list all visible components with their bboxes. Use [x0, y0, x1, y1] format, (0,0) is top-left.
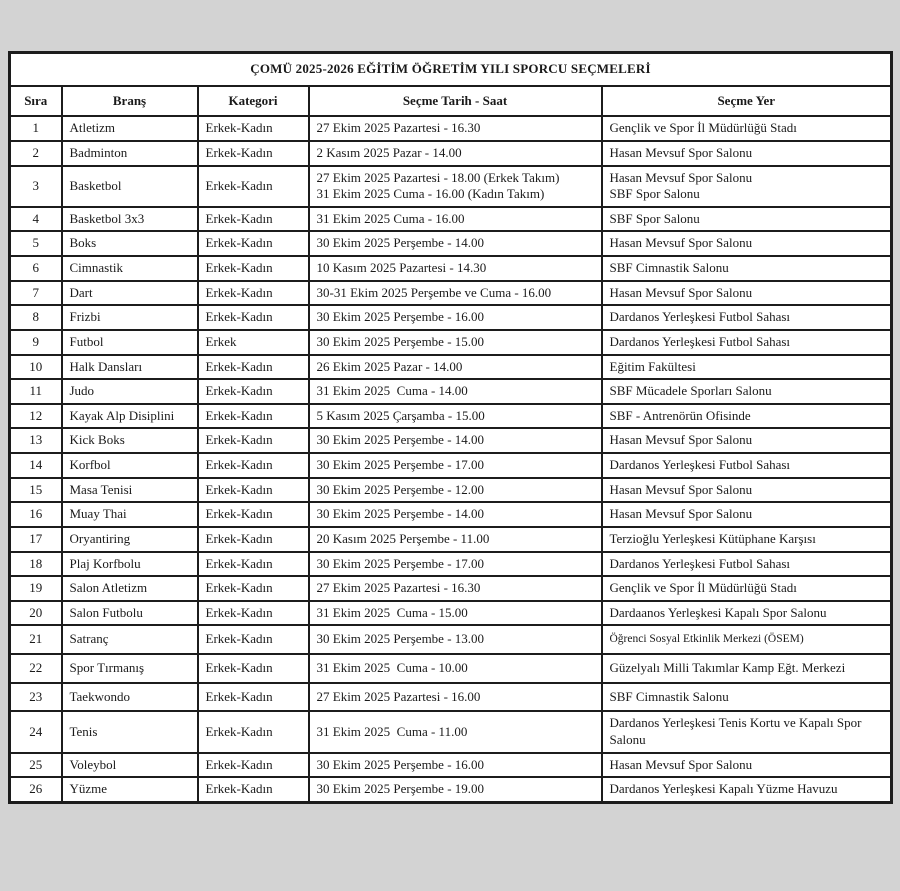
cell-yer — [602, 625, 892, 654]
cell-kategori: Erkek-Kadın — [198, 256, 309, 281]
table-row — [10, 527, 892, 552]
date-line: 27 Ekim 2025 Pazartesi - 16.30 — [316, 580, 481, 596]
cell-yer — [602, 711, 892, 752]
cell-kategori: Erkek-Kadın — [198, 231, 309, 256]
date-line: 20 Kasım 2025 Perşembe - 11.00 — [316, 530, 490, 546]
sports-selection-schedule-table — [8, 51, 893, 804]
cell-brans: Salon Futbolu — [62, 601, 198, 626]
table-row — [10, 305, 892, 330]
cell-sira: 13 — [10, 428, 62, 453]
venue-line: Hasan Mevsuf Spor Salonu — [609, 235, 753, 251]
venue-line: Gençlik ve Spor İl Müdürlüğü Stadı — [609, 580, 797, 596]
cell-kategori: Erkek-Kadın — [198, 683, 309, 712]
cell-kategori: Erkek-Kadın — [198, 116, 309, 141]
venue-line: Gençlik ve Spor İl Müdürlüğü Stadı — [609, 120, 797, 136]
date-line: 31 Ekim 2025 Cuma - 15.00 — [316, 604, 468, 620]
venue-line: SBF Spor Salonu — [609, 210, 700, 226]
cell-yer — [602, 453, 892, 478]
table-title: ÇOMÜ 2025-2026 EĞİTİM ÖĞRETİM YILI SPORCU SEÇMELERİ — [10, 53, 892, 86]
cell-yer — [602, 355, 892, 380]
cell-kategori: Erkek-Kadın — [198, 305, 309, 330]
cell-tarih — [309, 281, 602, 306]
cell-tarih — [309, 428, 602, 453]
cell-yer — [602, 753, 892, 778]
cell-yer — [602, 281, 892, 306]
cell-tarih — [309, 305, 602, 330]
header-row — [10, 86, 892, 117]
cell-kategori: Erkek-Kadın — [198, 753, 309, 778]
date-line: 30 Ekim 2025 Perşembe - 13.00 — [316, 631, 485, 647]
date-line: 31 Ekim 2025 Cuma - 14.00 — [316, 383, 468, 399]
date-line: 27 Ekim 2025 Pazartesi - 16.30 — [316, 120, 481, 136]
cell-kategori: Erkek-Kadın — [198, 281, 309, 306]
cell-brans: Salon Atletizm — [62, 576, 198, 601]
cell-tarih — [309, 601, 602, 626]
cell-yer — [602, 552, 892, 577]
cell-sira: 9 — [10, 330, 62, 355]
column-header-kategori: Kategori — [198, 86, 309, 117]
venue-line: Dardanos Yerleşkesi Futbol Sahası — [609, 333, 791, 349]
date-line: 31 Ekim 2025 Cuma - 11.00 — [316, 723, 468, 739]
cell-tarih — [309, 654, 602, 683]
cell-tarih — [309, 330, 602, 355]
cell-kategori: Erkek — [198, 330, 309, 355]
cell-sira: 16 — [10, 502, 62, 527]
cell-tarih — [309, 141, 602, 166]
cell-sira: 20 — [10, 601, 62, 626]
cell-yer — [602, 207, 892, 232]
venue-line: Terzioğlu Yerleşkesi Kütüphane Karşısı — [609, 530, 816, 546]
cell-brans: Muay Thai — [62, 502, 198, 527]
venue-line: Dardanos Yerleşkesi Futbol Sahası — [609, 457, 791, 472]
table-row — [10, 207, 892, 232]
cell-brans: Cimnastik — [62, 256, 198, 281]
cell-sira: 24 — [10, 711, 62, 752]
cell-yer — [602, 428, 892, 453]
table-row — [10, 141, 892, 166]
table-row — [10, 404, 892, 429]
cell-tarih — [309, 552, 602, 577]
cell-tarih — [309, 478, 602, 503]
cell-kategori: Erkek-Kadın — [198, 453, 309, 478]
cell-brans: Plaj Korfbolu — [62, 552, 198, 577]
venue-line: SBF Spor Salonu — [609, 186, 700, 202]
cell-kategori: Erkek-Kadın — [198, 355, 309, 380]
cell-brans: Kick Boks — [62, 428, 198, 453]
date-line: 31 Ekim 2025 Cuma - 16.00 — [316, 210, 465, 226]
cell-sira: 4 — [10, 207, 62, 232]
date-line: 31 Ekim 2025 Cuma - 16.00 (Kadın Takım) — [316, 186, 545, 202]
venue-line: Hasan Mevsuf Spor Salonu — [609, 284, 753, 300]
cell-brans: Halk Dansları — [62, 355, 198, 380]
cell-yer — [602, 166, 892, 207]
cell-yer — [602, 576, 892, 601]
date-line: 30 Ekim 2025 Perşembe - 17.00 — [316, 457, 485, 472]
cell-kategori: Erkek-Kadın — [198, 166, 309, 207]
cell-yer — [602, 116, 892, 141]
cell-brans: Kayak Alp Disiplini — [62, 404, 198, 429]
table-row — [10, 379, 892, 404]
cell-tarih — [309, 256, 602, 281]
table-row — [10, 428, 892, 453]
date-line: 30 Ekim 2025 Perşembe - 14.00 — [316, 235, 485, 251]
table-row — [10, 777, 892, 802]
cell-yer — [602, 654, 892, 683]
date-line: 30 Ekim 2025 Perşembe - 14.00 — [316, 506, 485, 522]
column-header-tarih: Seçme Tarih - Saat — [309, 86, 602, 117]
cell-kategori: Erkek-Kadın — [198, 478, 309, 503]
cell-yer — [602, 256, 892, 281]
cell-tarih — [309, 502, 602, 527]
cell-kategori: Erkek-Kadın — [198, 207, 309, 232]
cell-sira: 15 — [10, 478, 62, 503]
venue-line: Öğrenci Sosyal Etkinlik Merkezi (ÖSEM) — [609, 633, 804, 646]
venue-line: Güzelyalı Milli Takımlar Kamp Eğt. Merkezi — [609, 660, 846, 675]
cell-yer — [602, 404, 892, 429]
venue-line: Hasan Mevsuf Spor Salonu — [609, 506, 753, 522]
venue-line: Dardanos Yerleşkesi Futbol Sahası — [609, 309, 791, 325]
cell-brans: Tenis — [62, 711, 198, 752]
date-line: 27 Ekim 2025 Pazartesi - 18.00 (Erkek Takım) — [316, 169, 560, 185]
date-line: 30 Ekim 2025 Perşembe - 17.00 — [316, 555, 485, 571]
venue-line: Hasan Mevsuf Spor Salonu — [609, 169, 753, 185]
cell-yer — [602, 379, 892, 404]
table-row — [10, 478, 892, 503]
table-row — [10, 166, 892, 207]
venue-line: SBF Mücadele Sporları Salonu — [609, 383, 772, 399]
cell-kategori: Erkek-Kadın — [198, 527, 309, 552]
cell-yer — [602, 777, 892, 802]
cell-brans: Boks — [62, 231, 198, 256]
cell-kategori: Erkek-Kadın — [198, 625, 309, 654]
cell-sira: 25 — [10, 753, 62, 778]
cell-kategori: Erkek-Kadın — [198, 141, 309, 166]
cell-kategori: Erkek-Kadın — [198, 552, 309, 577]
venue-line: SBF - Antrenörün Ofisinde — [609, 407, 751, 423]
cell-brans: Judo — [62, 379, 198, 404]
venue-line: Dardanos Yerleşkesi Futbol Sahası — [609, 555, 791, 571]
table-row — [10, 552, 892, 577]
table-row — [10, 576, 892, 601]
cell-brans: Atletizm — [62, 116, 198, 141]
cell-sira: 7 — [10, 281, 62, 306]
cell-tarih — [309, 683, 602, 712]
table-row — [10, 711, 892, 752]
cell-brans: Basketbol 3x3 — [62, 207, 198, 232]
cell-brans: Yüzme — [62, 777, 198, 802]
date-line: 26 Ekim 2025 Pazar - 14.00 — [316, 358, 463, 374]
date-line: 2 Kasım 2025 Pazar - 14.00 — [316, 144, 462, 160]
date-line: 30 Ekim 2025 Perşembe - 16.00 — [316, 756, 485, 772]
cell-tarih — [309, 777, 602, 802]
cell-yer — [602, 231, 892, 256]
cell-tarih — [309, 711, 602, 752]
cell-yer — [602, 141, 892, 166]
cell-tarih — [309, 625, 602, 654]
cell-brans: Masa Tenisi — [62, 478, 198, 503]
date-line: 27 Ekim 2025 Pazartesi - 16.00 — [316, 688, 481, 704]
venue-line: Dardaanos Yerleşkesi Kapalı Spor Salonu — [609, 604, 827, 620]
cell-kategori: Erkek-Kadın — [198, 601, 309, 626]
cell-brans: Korfbol — [62, 453, 198, 478]
table-row — [10, 502, 892, 527]
cell-brans: Dart — [62, 281, 198, 306]
date-line: 30 Ekim 2025 Perşembe - 15.00 — [316, 333, 485, 349]
cell-yer — [602, 502, 892, 527]
cell-kategori: Erkek-Kadın — [198, 711, 309, 752]
cell-sira: 19 — [10, 576, 62, 601]
title-row — [10, 53, 892, 86]
date-line: 31 Ekim 2025 Cuma - 10.00 — [316, 660, 468, 675]
column-header-sira: Sıra — [10, 86, 62, 117]
cell-yer — [602, 305, 892, 330]
venue-line: Dardanos Yerleşkesi Kapalı Yüzme Havuzu — [609, 781, 838, 797]
table-row — [10, 601, 892, 626]
cell-kategori: Erkek-Kadın — [198, 576, 309, 601]
cell-brans: Frizbi — [62, 305, 198, 330]
cell-sira: 12 — [10, 404, 62, 429]
table-row — [10, 281, 892, 306]
venue-line: Hasan Mevsuf Spor Salonu — [609, 481, 753, 497]
cell-sira: 21 — [10, 625, 62, 654]
column-header-brans: Branş — [62, 86, 198, 117]
cell-brans: Basketbol — [62, 166, 198, 207]
venue-line: SBF Cimnastik Salonu — [609, 688, 729, 704]
cell-sira: 18 — [10, 552, 62, 577]
cell-sira: 22 — [10, 654, 62, 683]
cell-yer — [602, 330, 892, 355]
cell-brans: Taekwondo — [62, 683, 198, 712]
cell-brans: Futbol — [62, 330, 198, 355]
cell-sira: 8 — [10, 305, 62, 330]
cell-sira: 10 — [10, 355, 62, 380]
table-row — [10, 256, 892, 281]
date-line: 5 Kasım 2025 Çarşamba - 15.00 — [316, 407, 485, 423]
cell-sira: 6 — [10, 256, 62, 281]
venue-line: Hasan Mevsuf Spor Salonu — [609, 756, 753, 772]
cell-sira: 2 — [10, 141, 62, 166]
venue-line: Hasan Mevsuf Spor Salonu — [609, 432, 753, 448]
cell-kategori: Erkek-Kadın — [198, 404, 309, 429]
cell-sira: 1 — [10, 116, 62, 141]
cell-tarih — [309, 379, 602, 404]
table-row — [10, 330, 892, 355]
cell-brans: Spor Tırmanış — [62, 654, 198, 683]
cell-sira: 26 — [10, 777, 62, 802]
venue-line: Eğitim Fakültesi — [609, 358, 696, 374]
cell-kategori: Erkek-Kadın — [198, 502, 309, 527]
cell-kategori: Erkek-Kadın — [198, 379, 309, 404]
cell-tarih — [309, 207, 602, 232]
table-row — [10, 683, 892, 712]
cell-sira: 14 — [10, 453, 62, 478]
cell-kategori: Erkek-Kadın — [198, 428, 309, 453]
cell-brans: Voleybol — [62, 753, 198, 778]
cell-sira: 5 — [10, 231, 62, 256]
table-row — [10, 753, 892, 778]
venue-line: Dardanos Yerleşkesi Tenis Kortu ve Kapalı Spor Salonu — [609, 715, 865, 747]
cell-sira: 11 — [10, 379, 62, 404]
table-row — [10, 231, 892, 256]
table-row — [10, 625, 892, 654]
table-body — [10, 116, 892, 802]
table-row — [10, 355, 892, 380]
cell-yer — [602, 527, 892, 552]
date-line: 30-31 Ekim 2025 Perşembe ve Cuma - 16.00 — [316, 284, 552, 300]
cell-sira: 3 — [10, 166, 62, 207]
cell-sira: 17 — [10, 527, 62, 552]
cell-brans: Badminton — [62, 141, 198, 166]
date-line: 30 Ekim 2025 Perşembe - 19.00 — [316, 781, 485, 797]
cell-tarih — [309, 166, 602, 207]
cell-sira: 23 — [10, 683, 62, 712]
cell-tarih — [309, 453, 602, 478]
cell-yer — [602, 683, 892, 712]
cell-tarih — [309, 231, 602, 256]
date-line: 10 Kasım 2025 Pazartesi - 14.30 — [316, 260, 487, 275]
date-line: 30 Ekim 2025 Perşembe - 16.00 — [316, 309, 485, 325]
cell-tarih — [309, 527, 602, 552]
cell-tarih — [309, 576, 602, 601]
cell-yer — [602, 478, 892, 503]
cell-tarih — [309, 404, 602, 429]
cell-tarih — [309, 116, 602, 141]
venue-line: SBF Cimnastik Salonu — [609, 260, 729, 275]
table-row — [10, 116, 892, 141]
date-line: 30 Ekim 2025 Perşembe - 12.00 — [316, 481, 485, 497]
column-header-yer: Seçme Yer — [602, 86, 892, 117]
cell-kategori: Erkek-Kadın — [198, 777, 309, 802]
cell-tarih — [309, 355, 602, 380]
cell-brans: Satranç — [62, 625, 198, 654]
cell-tarih — [309, 753, 602, 778]
table-row — [10, 654, 892, 683]
cell-brans: Oryantiring — [62, 527, 198, 552]
cell-yer — [602, 601, 892, 626]
cell-kategori: Erkek-Kadın — [198, 654, 309, 683]
venue-line: Hasan Mevsuf Spor Salonu — [609, 144, 753, 160]
table-row — [10, 453, 892, 478]
date-line: 30 Ekim 2025 Perşembe - 14.00 — [316, 432, 485, 448]
